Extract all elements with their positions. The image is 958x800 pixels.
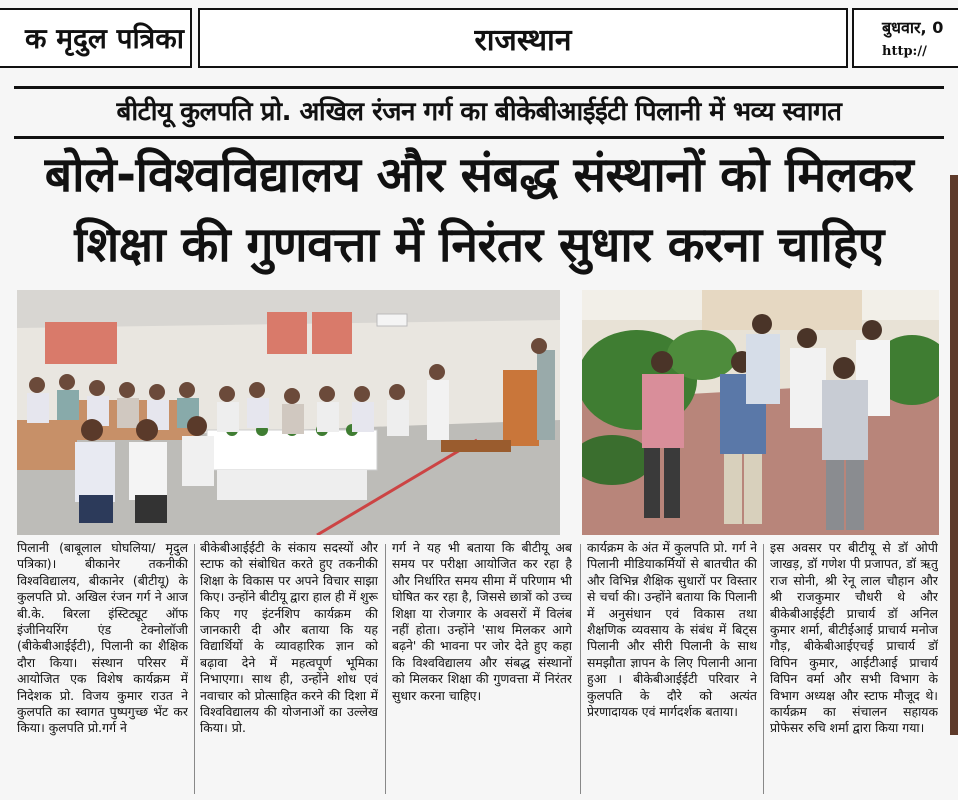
adjacent-page-edge (950, 175, 958, 735)
body-column-1: पिलानी (बाबूलाल घोघलिया/ मृदुल पत्रिका)। बीकानेर तकनीकी विश्वविद्यालय, बीकानेर (बीटीयू) के कुलपति प्रो. अखिल रंजन गर्ग ने आज बी.के. बिरला इंस्टिट्यूट ऑफ इंजीनियरिंग एंड टेक्नोलॉजी (बीकेबीआईईटी), पिलानी का शैक्षिक दौरा किया। संस्थान परिसर में आयोजित एक विशेष कार्यक्रम में निदेशक प्रो. विजय कुमार राउत ने कुलपति का स्वागत पुष्पगुच्छ भेंट कर किया। कुलपति प्रो.गर्ग ने (17, 540, 188, 736)
top-rule (14, 86, 944, 89)
column-divider (763, 544, 764, 794)
headline-line-2: शिक्षा की गुणवत्ता में निरंतर सुधार करना चाहिए (74, 217, 884, 273)
body-column-4: कार्यक्रम के अंत में कुलपति प्रो. गर्ग ने पिलानी मीडियाकर्मियों से बातचीत की और विभिन्न शैक्षिक सुधारों पर विस्तार से चर्चा की। उन्होंने बताया कि पिलानी में अनुसंधान एवं विकास तथा शैक्षणिक व्यवसाय के संबंध में बिट्स पिलानी और सीरी पिलानी के साथ समझौता ज्ञापन के लिए पिलानी आना हुआ । बीकेबीआईईटी परिवार ने कुलपति के दौरे को अत्यंत प्रेरणादायक एवं मार्गदर्शक बताया। (587, 540, 757, 720)
paper-name: क मृदुल पत्रिका (0, 8, 192, 68)
body-column-3: गर्ग ने यह भी बताया कि बीटीयू अब समय पर परीक्षा आयोजित कर रहा है और निर्धारित समय सीमा में परिणाम भी घोषित कर रहा है, जिससे छात्रों को उच्च शिक्षा या रोजगार के अवसरों में विलंब नहीं होता। उन्होंने 'साथ मिलकर आगे बढ़ने' की भावना पर जोर देते हुए कहा कि विश्वविद्यालय और संबद्ध संस्थानों को मिलकर शिक्षा की गुणवत्ता में निरंतर सुधार करना चाहिए। (392, 540, 572, 703)
date-url-box (852, 8, 958, 68)
day-label: बुधवार, 0 (882, 18, 944, 37)
column-divider (385, 544, 386, 794)
photo-campus-walk (582, 290, 939, 535)
article-headline (14, 140, 944, 280)
photo-auditorium (17, 290, 560, 535)
masthead (0, 0, 958, 78)
url-label: http:// (882, 44, 927, 59)
kicker-rule (14, 136, 944, 139)
body-column-2: बीकेबीआईईटी के संकाय सदस्यों और स्टाफ को संबोधित करते हुए तकनीकी शिक्षा के विकास पर अपने विचार साझा किए। उन्होंने बीटीयू द्वारा हाल ही में शुरू किए गए इंटर्नशिप कार्यक्रम की जानकारी दी और बताया कि यह विद्यार्थियों के व्यावहारिक ज्ञान को बढ़ावा देने में महत्वपूर्ण भूमिका निभाएगा। साथ ही, उन्होंने शोध एवं नवाचार को प्रोत्साहित करने की दिशा में विश्वविद्यालय की योजनाओं का उल्लेख किया। प्रो. (200, 540, 378, 736)
article-kicker: बीटीयू कुलपति प्रो. अखिल रंजन गर्ग का बीकेबीआईईटी पिलानी में भव्य स्वागत (116, 97, 842, 127)
column-divider (194, 544, 195, 794)
section-title: राजस्थान (198, 8, 848, 68)
headline-line-1: बोले-विश्वविद्यालय और संबद्ध संस्थानों को मिलकर (44, 147, 914, 203)
column-divider (580, 544, 581, 794)
body-column-5: इस अवसर पर बीटीयू से डॉ ओपी जाखड़, डॉ गणेश पी प्रजापत, डॉ ऋतु राज सोनी, श्री रेनू लाल चौहान और श्री राजकुमार चौधरी थे और बीकेबीआईईटी प्राचार्य डॉ अनिल कुमार शर्मा, बीटीईआई प्राचार्य मनोज गौड़, बीकेबीआईएचई प्राचार्य डॉ विपिन कुमार, आईटीआई प्राचार्य विपिन वर्मा और सभी विभाग के विभाग अध्यक्ष और स्टाफ मौजूद थे। कार्यक्रम का संचालन सहायक प्रोफेसर रुचि शर्मा द्वारा किया गया। (770, 540, 938, 736)
